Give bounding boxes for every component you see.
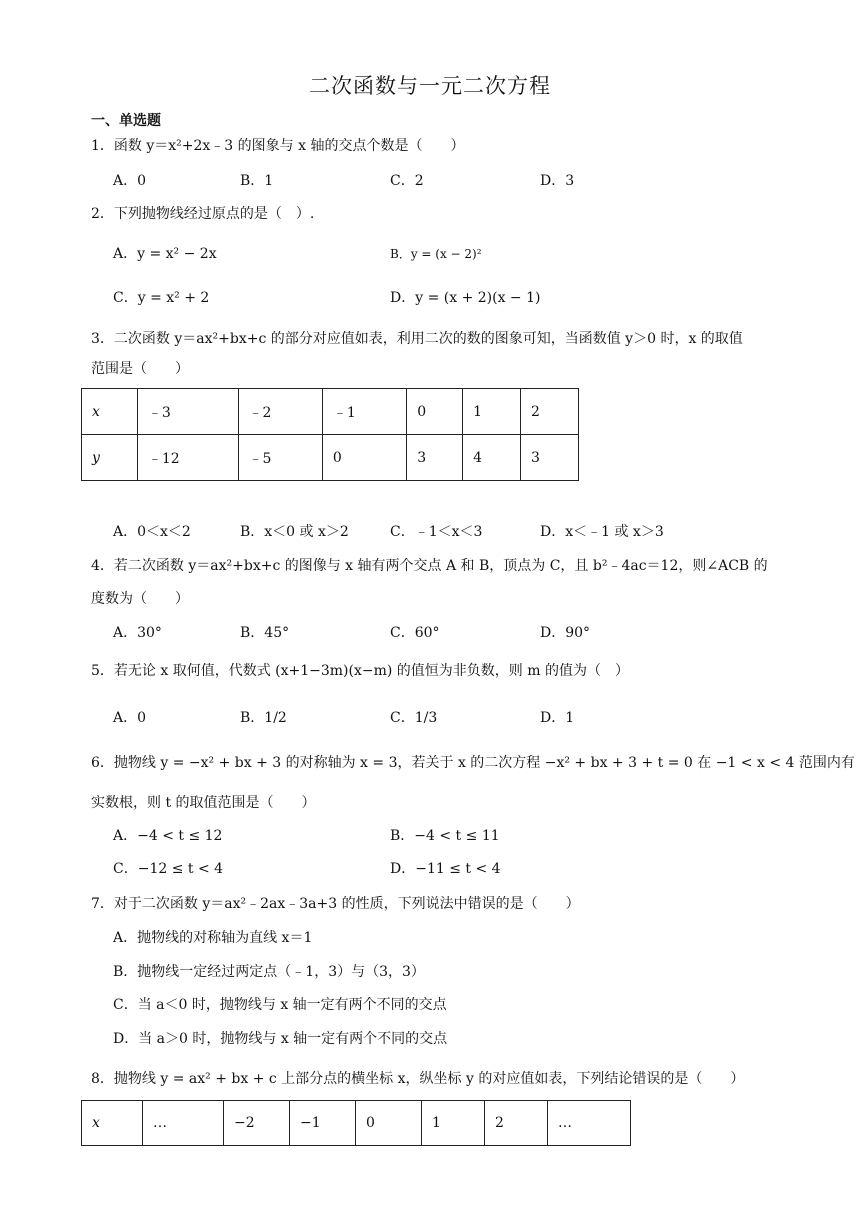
question-4-stem-cont: 度数为（ ）	[91, 591, 189, 607]
question-7-stem: 7．对于二次函数 y＝ax²﹣2ax﹣3a+3 的性质，下列说法中错误的是（ ）	[91, 896, 580, 912]
table-cell: …	[143, 1101, 224, 1146]
question-6-stem: 6．抛物线 y = −x² + bx + 3 的对称轴为 x = 3，若关于 x 的二次方程 −x² + bx + 3 + t = 0 在 −1 < x < 4 范围内有	[91, 755, 855, 771]
question-1-stem: 1．函数 y＝x²+2x﹣3 的图象与 x 轴的交点个数是（ ）	[91, 138, 465, 154]
table-cell: y	[82, 435, 138, 481]
table-cell: 0	[356, 1101, 422, 1146]
table-cell: −2	[224, 1101, 290, 1146]
table-cell: ﹣2	[238, 389, 322, 435]
q2-option-c[interactable]: C．y = x² + 2	[113, 290, 210, 306]
table-cell: 0	[322, 435, 406, 481]
q1-option-d[interactable]: D．3	[540, 173, 575, 189]
q1-option-c[interactable]: C．2	[390, 173, 424, 189]
q4-option-b[interactable]: B．45°	[240, 625, 290, 641]
q8-value-table	[81, 1100, 631, 1146]
q5-option-a[interactable]: A．0	[113, 710, 147, 726]
q7-option-b[interactable]: B．抛物线一定经过两定点（﹣1，3）与（3，3）	[113, 964, 425, 980]
table-cell: x	[82, 389, 138, 435]
table-cell: 1	[422, 1101, 485, 1146]
page-title: 二次函数与一元二次方程	[309, 74, 551, 98]
question-5-stem: 5．若无论 x 取何值，代数式 (x+1−3m)(x−m) 的值恒为非负数，则 m 的值为（ ）	[91, 663, 629, 679]
q6-option-d[interactable]: D．−11 ≤ t < 4	[390, 861, 501, 877]
q1-option-b[interactable]: B．1	[240, 173, 274, 189]
q3-value-table	[81, 388, 579, 481]
question-3-stem-cont: 范围是（ ）	[91, 361, 189, 377]
table-cell: ﹣12	[137, 435, 238, 481]
q4-option-c[interactable]: C．60°	[390, 625, 440, 641]
table-cell: 4	[463, 435, 521, 481]
q7-option-d[interactable]: D．当 a＞0 时，抛物线与 x 轴一定有两个不同的交点	[113, 1031, 448, 1047]
table-row	[82, 389, 579, 435]
q3-option-a[interactable]: A．0＜x＜2	[113, 524, 191, 540]
table-cell: 3	[521, 435, 579, 481]
question-4-stem: 4．若二次函数 y＝ax²+bx+c 的图像与 x 轴有两个交点 A 和 B，顶点为 C，且 b²﹣4ac＝12，则∠ACB 的	[91, 558, 768, 574]
q6-option-a[interactable]: A．−4 < t ≤ 12	[113, 828, 223, 844]
table-cell: −1	[290, 1101, 356, 1146]
q3-option-c[interactable]: C．﹣1＜x＜3	[390, 524, 483, 540]
table-cell: 1	[463, 389, 521, 435]
table-cell: x	[82, 1101, 143, 1146]
table-row	[82, 1101, 631, 1146]
table-cell: 0	[407, 389, 463, 435]
q5-option-d[interactable]: D．1	[540, 710, 575, 726]
q5-option-b[interactable]: B．1/2	[240, 710, 287, 726]
question-3-stem: 3．二次函数 y＝ax²+bx+c 的部分对应值如表，利用二次的数的图象可知，当函数值 y＞0 时，x 的取值	[91, 331, 743, 347]
q6-option-b[interactable]: B．−4 < t ≤ 11	[390, 828, 500, 844]
table-cell: 2	[485, 1101, 548, 1146]
q2-option-d[interactable]: D．y = (x + 2)(x − 1)	[390, 290, 541, 306]
section-heading: 一、单选题	[91, 113, 161, 129]
table-cell: …	[548, 1101, 631, 1146]
table-cell: ﹣5	[238, 435, 322, 481]
q7-option-c[interactable]: C．当 a＜0 时，抛物线与 x 轴一定有两个不同的交点	[113, 997, 447, 1013]
q7-option-a[interactable]: A．抛物线的对称轴为直线 x＝1	[113, 930, 313, 946]
q6-option-c[interactable]: C．−12 ≤ t < 4	[113, 861, 224, 877]
question-8-stem: 8．抛物线 y = ax² + bx + c 上部分点的横坐标 x，纵坐标 y 的对应值如表，下列结论错误的是（ ）	[91, 1071, 745, 1087]
q3-option-b[interactable]: B．x＜0 或 x＞2	[240, 524, 349, 540]
q3-option-d[interactable]: D．x＜﹣1 或 x＞3	[540, 524, 664, 540]
q2-option-a[interactable]: A．y = x² − 2x	[113, 246, 217, 262]
q4-option-d[interactable]: D．90°	[540, 625, 591, 641]
table-cell: ﹣3	[137, 389, 238, 435]
table-cell: ﹣1	[322, 389, 406, 435]
q5-option-c[interactable]: C．1/3	[390, 710, 438, 726]
q2-option-b[interactable]: B．y = (x − 2)²	[390, 247, 482, 261]
q1-option-a[interactable]: A．0	[113, 173, 147, 189]
question-6-stem-cont: 实数根，则 t 的取值范围是（ ）	[91, 795, 316, 811]
table-row	[82, 435, 579, 481]
table-cell: 3	[407, 435, 463, 481]
question-2-stem: 2．下列抛物线经过原点的是（ ）.	[91, 206, 315, 222]
q4-option-a[interactable]: A．30°	[113, 625, 162, 641]
table-cell: 2	[521, 389, 579, 435]
